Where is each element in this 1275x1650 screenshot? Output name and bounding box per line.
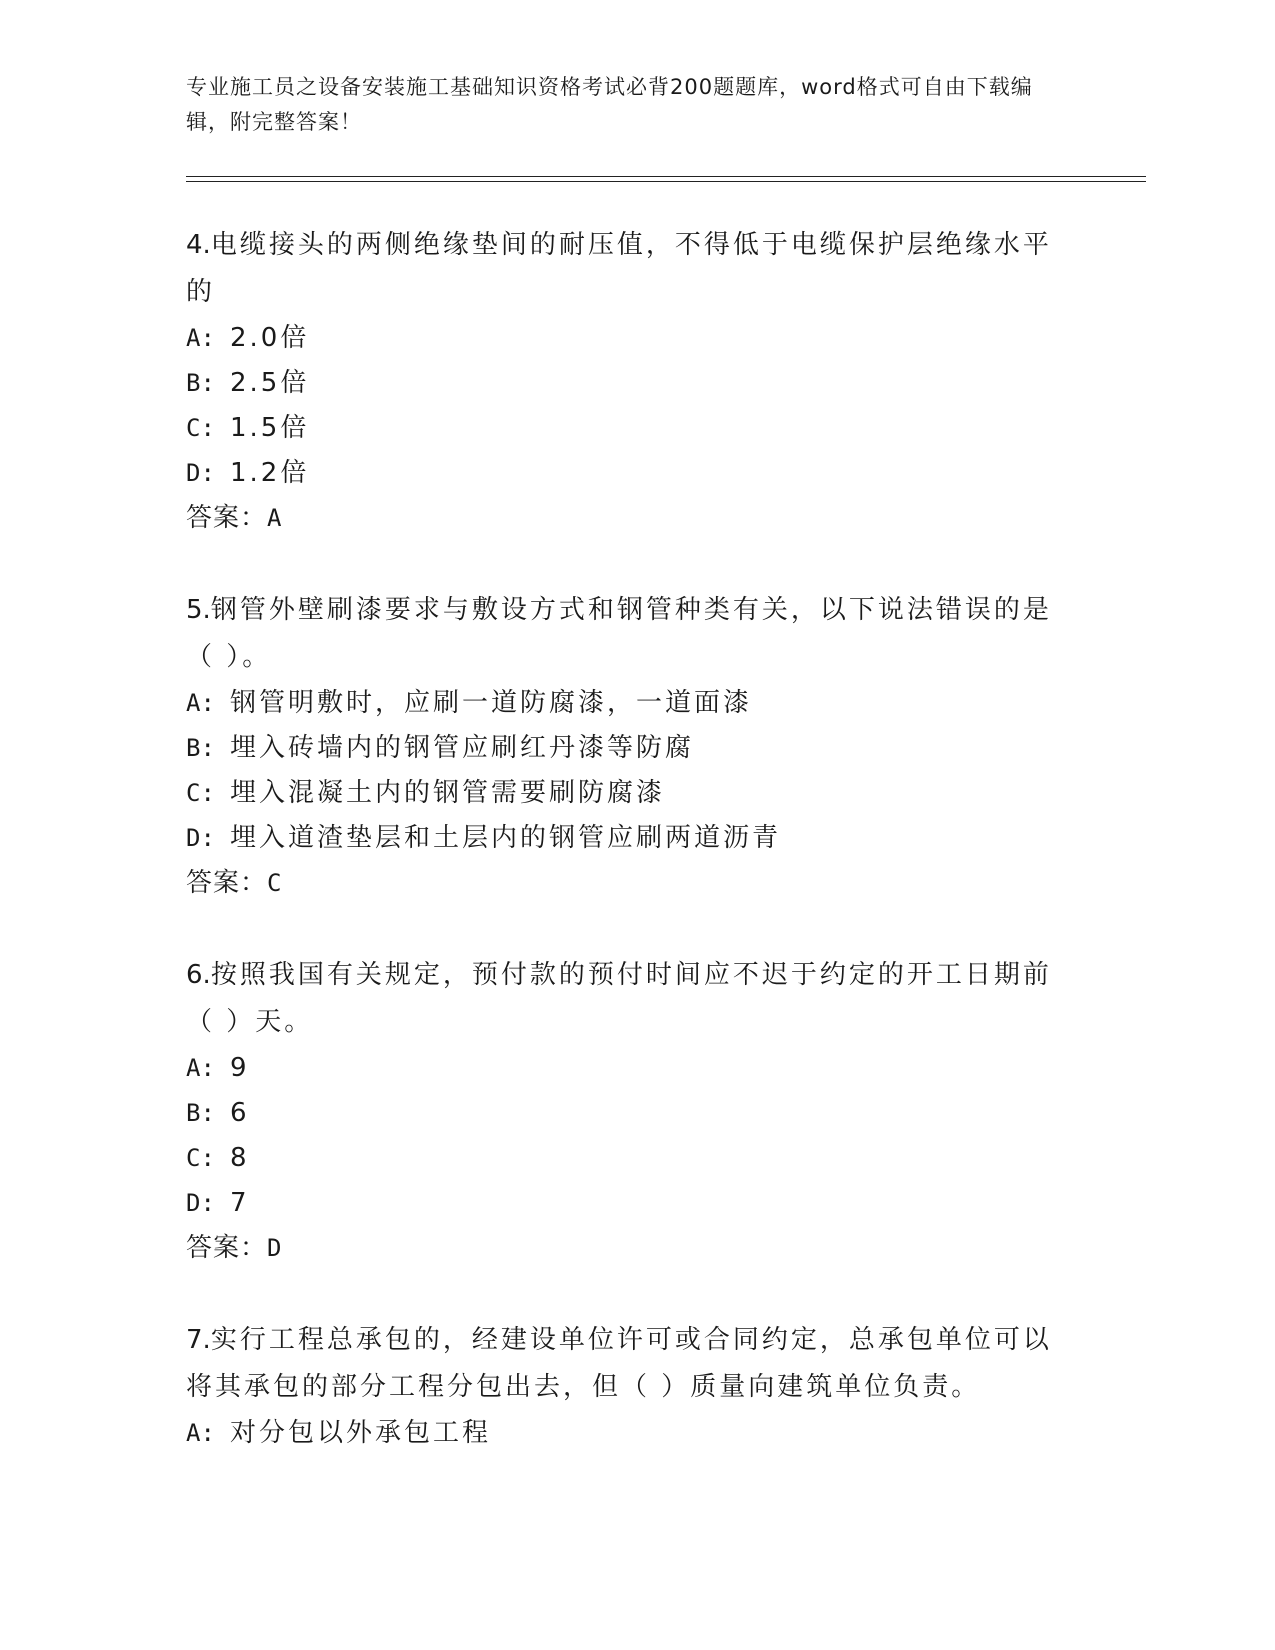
answer-value: A [267,504,283,532]
option-c [186,771,1146,816]
option-text: 7 [230,1188,250,1218]
answer-label: 答案： [186,503,268,533]
answer-label: 答案： [186,868,268,898]
question-text: 电缆接头的两侧绝缘垫间的耐压值，不得低于电缆保护层绝缘水平的 [186,230,1052,307]
option-a [186,316,1146,361]
option-d [186,1181,1146,1226]
question-text: 钢管外壁刷漆要求与敷设方式和钢管种类有关，以下说法错误的是（ ）。 [186,595,1052,672]
option-key: A: [186,689,215,717]
option-text: 对分包以外承包工程 [230,1418,492,1448]
question-stem [186,1317,1066,1411]
option-key: C: [186,779,215,807]
option-d [186,816,1146,861]
question-text: 按照我国有关规定，预付款的预付时间应不迟于约定的开工日期前（ ）天。 [186,960,1052,1037]
answer-line [186,861,1146,906]
document-header-title: 专业施工员之设备安装施工基础知识资格考试必背200题题库，word格式可自由下载编辑，附完整答案！ [186,75,1033,134]
question-stem [186,952,1066,1046]
document-page [186,70,1146,1502]
option-key: A: [186,324,215,352]
option-text: 埋入混凝土内的钢管需要刷防腐漆 [230,778,666,808]
question-number: 5. [186,595,211,625]
question-text: 实行工程总承包的，经建设单位许可或合同约定，总承包单位可以将其承包的部分工程分包出去，但（ ）质量向建筑单位负责。 [186,1325,1052,1402]
answer-line [186,496,1146,541]
option-b [186,361,1146,406]
option-text: 8 [230,1143,250,1173]
option-key: C: [186,1144,215,1172]
question-7 [186,1317,1146,1456]
question-6 [186,952,1146,1271]
option-text: 2.5倍 [230,368,310,398]
option-text: 钢管明敷时，应刷一道防腐漆，一道面漆 [230,688,753,718]
question-stem [186,587,1066,681]
option-text: 1.2倍 [230,458,310,488]
option-d [186,451,1146,496]
option-key: B: [186,369,215,397]
header-divider [186,176,1146,182]
option-c [186,406,1146,451]
option-text: 埋入砖墙内的钢管应刷红丹漆等防腐 [230,733,695,763]
question-number: 6. [186,960,211,990]
option-text: 6 [230,1098,250,1128]
option-text: 埋入道渣垫层和土层内的钢管应刷两道沥青 [230,823,782,853]
option-a [186,1046,1146,1091]
option-b [186,726,1146,771]
option-key: D: [186,824,215,852]
answer-label: 答案： [186,1233,268,1263]
option-key: D: [186,1189,215,1217]
option-text: 9 [230,1053,250,1083]
option-c [186,1136,1146,1181]
option-key: D: [186,459,215,487]
question-stem [186,222,1066,316]
option-a [186,1411,1146,1456]
option-key: B: [186,1099,215,1127]
option-key: C: [186,414,215,442]
question-number: 7. [186,1325,211,1355]
option-text: 1.5倍 [230,413,310,443]
option-key: A: [186,1419,215,1447]
option-key: A: [186,1054,215,1082]
answer-value: D [267,1234,283,1262]
option-b [186,1091,1146,1136]
answer-line [186,1226,1146,1271]
question-4 [186,222,1146,541]
answer-value: C [267,869,283,897]
question-5 [186,587,1146,906]
question-list [186,222,1146,1456]
option-text: 2.0倍 [230,323,310,353]
option-a [186,681,1146,726]
question-number: 4. [186,230,211,260]
option-key: B: [186,734,215,762]
